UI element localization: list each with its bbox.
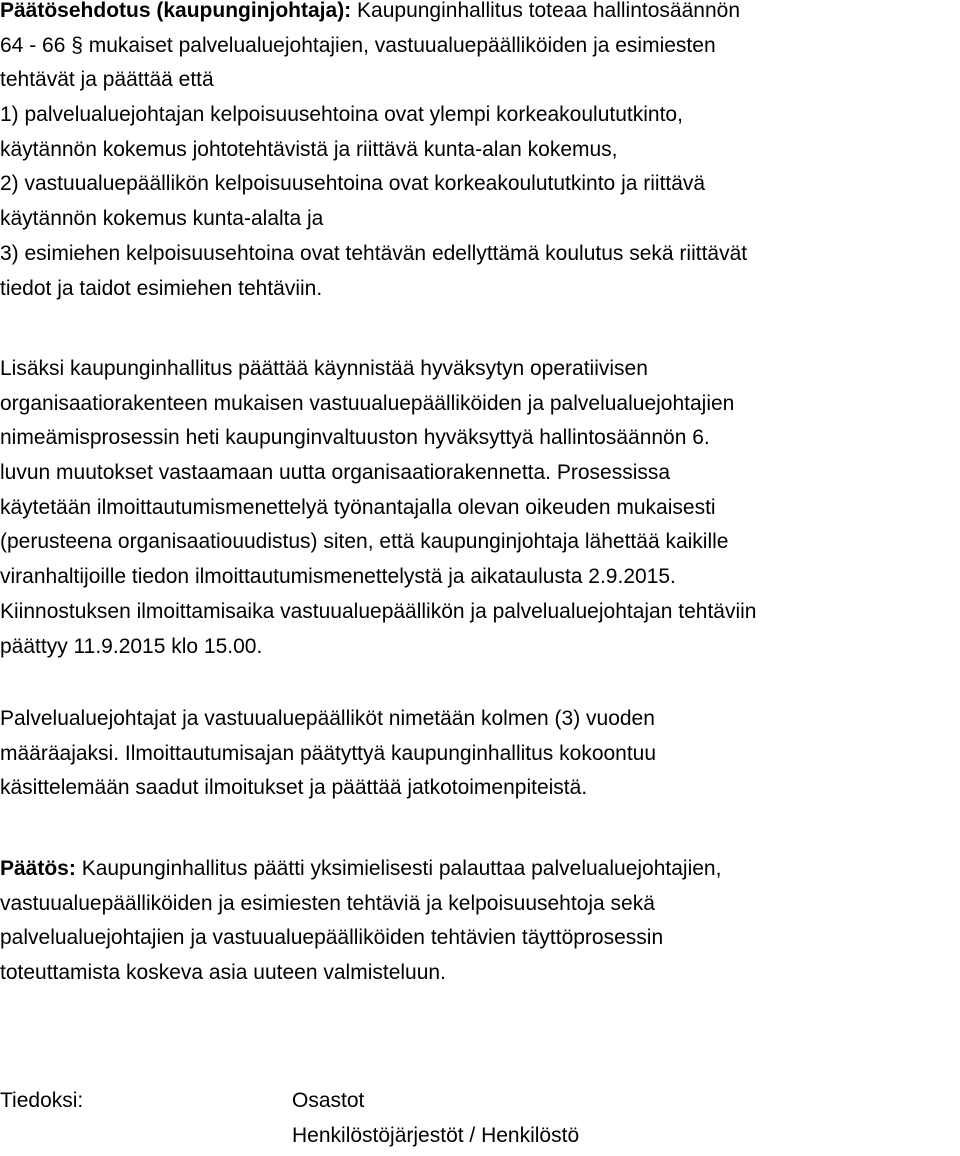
notice-section (0, 1084, 960, 1154)
term-paragraph (0, 702, 960, 806)
proposal-heading: Päätösehdotus (kaupunginjohtaja): (0, 0, 352, 22)
decision-line: vastuualuepäälliköiden ja esimiesten tehtäviä ja kelpoisuusehtoja sekä (0, 891, 655, 915)
paragraph-line: käsittelemään saadut ilmoitukset ja päättää jatkotoimenpiteistä. (0, 776, 588, 800)
notice-row (0, 1084, 960, 1119)
decision-line: palvelualuejohtajien ja vastuualuepäälliköiden tehtävien täyttöprosessin (0, 926, 664, 950)
proposal-line: 3) esimiehen kelpoisuusehtoina ovat tehtävän edellyttämä koulutus sekä riittävät (0, 241, 748, 265)
proposal-line: 1) palvelualuejohtajan kelpoisuusehtoina ovat ylempi korkeakoulututkinto, (0, 103, 683, 127)
proposal-first-line (0, 0, 960, 29)
notice-label: Tiedoksi: (0, 1089, 84, 1112)
paragraph-line: Kiinnostuksen ilmoittamisaika vastuualuepäällikön ja palvelualuejohtajan tehtäviin (0, 599, 757, 623)
paragraph-line: Palvelualuejohtajat ja vastuualuepäälliköt nimetään kolmen (3) vuoden (0, 707, 655, 730)
proposal-line: 2) vastuualuepäällikön kelpoisuusehtoina ovat korkeakoulututkinto ja riittävä (0, 172, 706, 196)
notice-row (0, 1119, 960, 1154)
paragraph-line: määräajaksi. Ilmoittautumisajan päätyttyä kaupunginhallitus kokoontuu (0, 741, 657, 765)
paragraph-line: organisaatiorakenteen mukaisen vastuualuepäälliköiden ja palvelualuejohtajien (0, 391, 735, 415)
paragraph-line: päättyy 11.9.2015 klo 15.00. (0, 634, 263, 658)
proposal-line: tiedot ja taidot esimiehen tehtäviin. (0, 276, 323, 300)
paragraph-line: käytetään ilmoittautumismenettelyä työnantajalla olevan oikeuden mukaisesti (0, 495, 716, 519)
notice-recipient: Henkilöstöjärjestöt / Henkilöstö (292, 1124, 580, 1147)
decision-line: toteuttamista koskeva asia uuteen valmisteluun. (0, 961, 446, 985)
paragraph-line: luvun muutokset vastaamaan uutta organisaatiorakennetta. Prosessissa (0, 461, 671, 485)
decision-text: Kaupunginhallitus päätti yksimielisesti palauttaa palvelualuejohtajien, (75, 857, 722, 880)
paragraph-line: Lisäksi kaupunginhallitus päättää käynnistää hyväksytyn operatiivisen (0, 357, 648, 380)
process-paragraph (0, 352, 960, 664)
proposal-line: tehtävät ja päättää että (0, 68, 214, 92)
proposal-line: käytännön kokemus kunta-alalta ja (0, 207, 324, 231)
paragraph-line: viranhaltijoille tiedon ilmoittautumismenettelystä ja aikataulusta 2.9.2015. (0, 565, 676, 589)
decision-section (0, 852, 960, 991)
paragraph-line: (perusteena organisaatiouudistus) siten, että kaupunginjohtaja lähettää kaikille (0, 530, 729, 554)
proposal-text: Kaupunginhallitus toteaa hallintosäännön (351, 0, 740, 22)
proposal-line: käytännön kokemus johtotehtävistä ja riittävä kunta-alan kokemus, (0, 137, 618, 161)
decision-heading: Päätös: (0, 857, 76, 880)
paragraph-line: nimeämisprosessin heti kaupunginvaltuuston hyväksyttyä hallintosäännön 6. (0, 426, 710, 450)
proposal-line: 64 - 66 § mukaiset palvelualuejohtajien, vastuualuepäälliköiden ja esimiesten (0, 33, 716, 57)
notice-recipient: Osastot (292, 1089, 365, 1112)
proposal-section (0, 0, 960, 306)
decision-first-line (0, 852, 960, 887)
